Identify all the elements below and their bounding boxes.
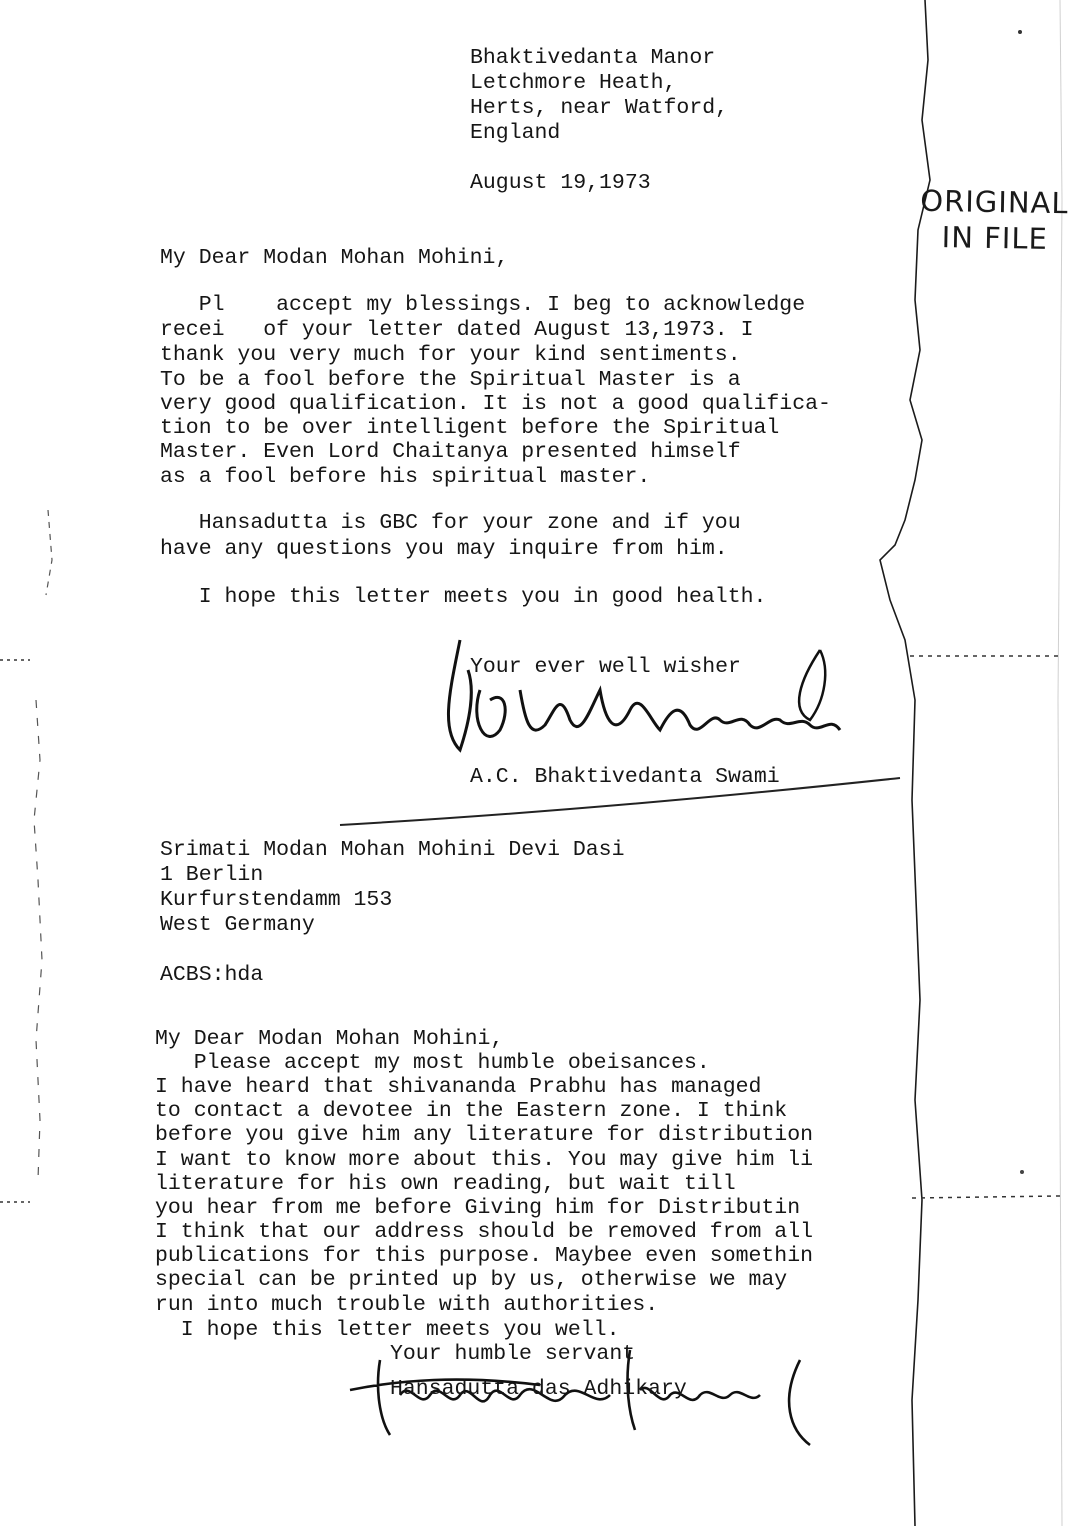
letter2-salutation: My Dear Modan Mohan Mohini,: [155, 1027, 504, 1051]
stamp-line-2: IN FILE: [941, 220, 1049, 256]
signature-bhaktivedanta: [430, 630, 870, 780]
letter2-body-line: publications for this purpose. Maybee even somethin: [155, 1244, 814, 1268]
letter1-body-line: To be a fool before the Spiritual Master is a: [160, 368, 741, 392]
letter1-body-line: I hope this letter meets you in good health.: [160, 585, 767, 609]
letter1-body-line: Hansadutta is GBC for your zone and if you: [160, 511, 741, 535]
letter1-closing: Your ever well wisher: [470, 655, 741, 679]
stamp-line-1: ORIGINAL: [920, 183, 1069, 221]
letter1-body-line: recei of your letter dated August 13,1973. I: [160, 318, 754, 342]
letter2-body-line: to contact a devotee in the Eastern zone. I think: [155, 1099, 788, 1123]
letter2-closing: Your humble servant: [390, 1342, 636, 1366]
sender-address-line: Letchmore Heath,: [470, 71, 677, 95]
letter2-body-line: I think that our address should be removed from all: [155, 1220, 814, 1244]
letter1-body-line: tion to be over intelligent before the Spiritual: [160, 416, 780, 440]
letter1-body-line: as a fool before his spiritual master.: [160, 465, 651, 489]
letter2-body-line: I have heard that shivananda Prabhu has managed: [155, 1075, 762, 1099]
letter2-body-line: I want to know more about this. You may give him li: [155, 1148, 814, 1172]
sender-address-line: Herts, near Watford,: [470, 96, 729, 120]
sender-address-line: Bhaktivedanta Manor: [470, 46, 716, 70]
recipient-address-line: Srimati Modan Mohan Mohini Devi Dasi: [160, 838, 625, 862]
sender-address-line: England: [470, 121, 561, 145]
letter2-body-line: literature for his own reading, but wait till: [155, 1172, 736, 1196]
letter2-body-line: before you give him any literature for distribution: [155, 1123, 814, 1147]
reference-initials: ACBS:hda: [160, 963, 264, 987]
letter2-body-line: I hope this letter meets you well.: [155, 1318, 620, 1342]
letter-date: August 19,1973: [470, 171, 651, 195]
recipient-address-line: 1 Berlin: [160, 863, 264, 887]
letter2-signature-name: Hansadutta das Adhikary: [390, 1377, 687, 1401]
letter2-body-line: special can be printed up by us, otherwise we may: [155, 1268, 788, 1292]
letter1-body-line: thank you very much for your kind sentiments.: [160, 343, 741, 367]
letter1-signature-name: A.C. Bhaktivedanta Swami: [470, 765, 780, 789]
recipient-address-line: West Germany: [160, 913, 315, 937]
letter1-body-line: Master. Even Lord Chaitanya presented himself: [160, 440, 741, 464]
letter1-body-line: Pl accept my blessings. I beg to acknowledge: [160, 293, 806, 317]
original-in-file-stamp: [919, 183, 1068, 258]
letter1-body-line: very good qualification. It is not a good qualifica-: [160, 392, 831, 416]
letter2-body-line: run into much trouble with authorities.: [155, 1293, 659, 1317]
letter1-salutation: My Dear Modan Mohan Mohini,: [160, 246, 509, 270]
letter2-body-line: you hear from me before Giving him for Distributin: [155, 1196, 801, 1220]
letter2-body-line: Please accept my most humble obeisances.: [155, 1051, 710, 1075]
letter1-body-line: have any questions you may inquire from him.: [160, 537, 728, 561]
recipient-address-line: Kurfurstendamm 153: [160, 888, 393, 912]
